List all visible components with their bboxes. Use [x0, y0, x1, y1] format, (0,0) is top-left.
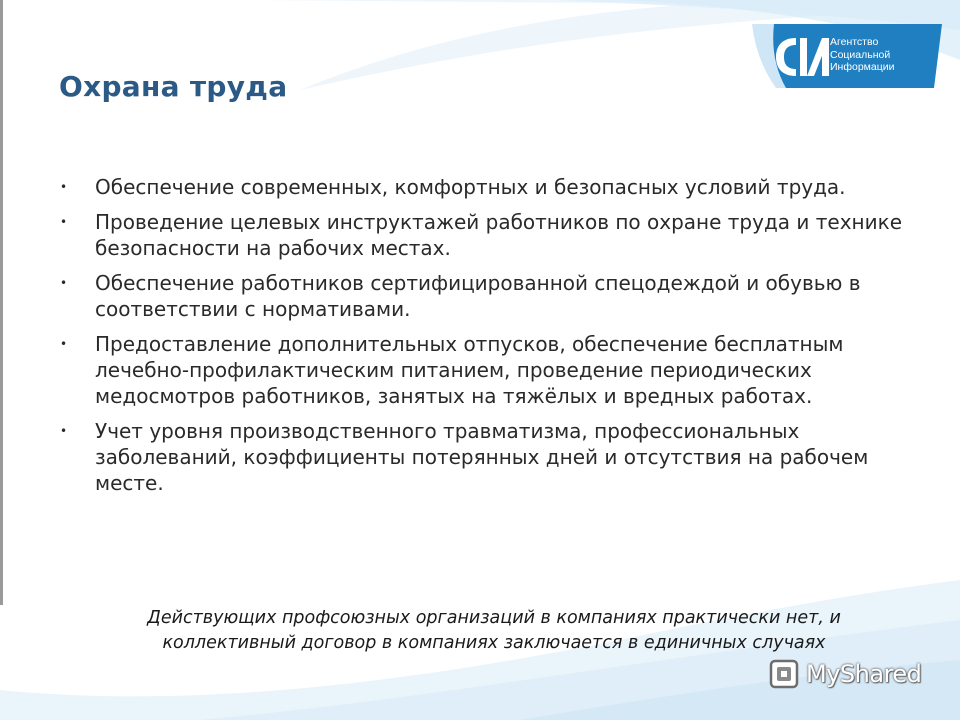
note-line-1: Действующих профсоюзных организаций в компаниях практически нет, и	[147, 608, 841, 628]
conclusion-note	[60, 606, 928, 656]
watermark-text: MyShared	[806, 660, 922, 688]
logo-text	[830, 36, 930, 74]
bullet-dot: •	[60, 276, 68, 290]
bullet-list	[60, 174, 928, 505]
logo-line-3: Информации	[830, 61, 895, 73]
logo-line-1: Агентство	[830, 36, 879, 48]
bullet-text: Учет уровня производственного травматизма, профессиональных заболеваний, коэффициенты потерянных дней и отсутствия на рабочем месте.	[95, 419, 869, 495]
asi-logo-icon	[772, 34, 832, 80]
bullet-text: Обеспечение работников сертифицированной спецодеждой и обувью в соответствии с нормативами.	[95, 271, 861, 321]
slide-title: Охрана труда	[59, 70, 288, 103]
bullet-item	[60, 209, 928, 261]
myshared-watermark[interactable]	[768, 656, 948, 696]
left-border-line	[0, 0, 3, 605]
bullet-dot: •	[60, 180, 68, 194]
bullet-item	[60, 418, 928, 496]
bullet-text: Обеспечение современных, комфортных и безопасных условий труда.	[95, 175, 846, 199]
bullet-item	[60, 270, 928, 322]
bullet-item	[60, 174, 928, 200]
bullet-dot: •	[60, 424, 68, 438]
note-line-2: коллективный договор в компаниях заключается в единичных случаях	[162, 633, 826, 653]
bullet-text: Предоставление дополнительных отпусков, обеспечение бесплатным лечебно-профилактическим питанием, проведение периодических медосмотров работников, занятых на тяжёлых и вредных работах.	[95, 332, 844, 408]
agency-logo	[752, 24, 942, 88]
logo-line-2: Социальной	[830, 48, 891, 61]
bullet-dot: •	[60, 215, 68, 229]
myshared-icon	[768, 658, 802, 692]
bullet-item	[60, 331, 928, 409]
bullet-dot: •	[60, 337, 68, 351]
bullet-text: Проведение целевых инструктажей работников по охране труда и технике безопасности на рабочих местах.	[95, 210, 902, 260]
